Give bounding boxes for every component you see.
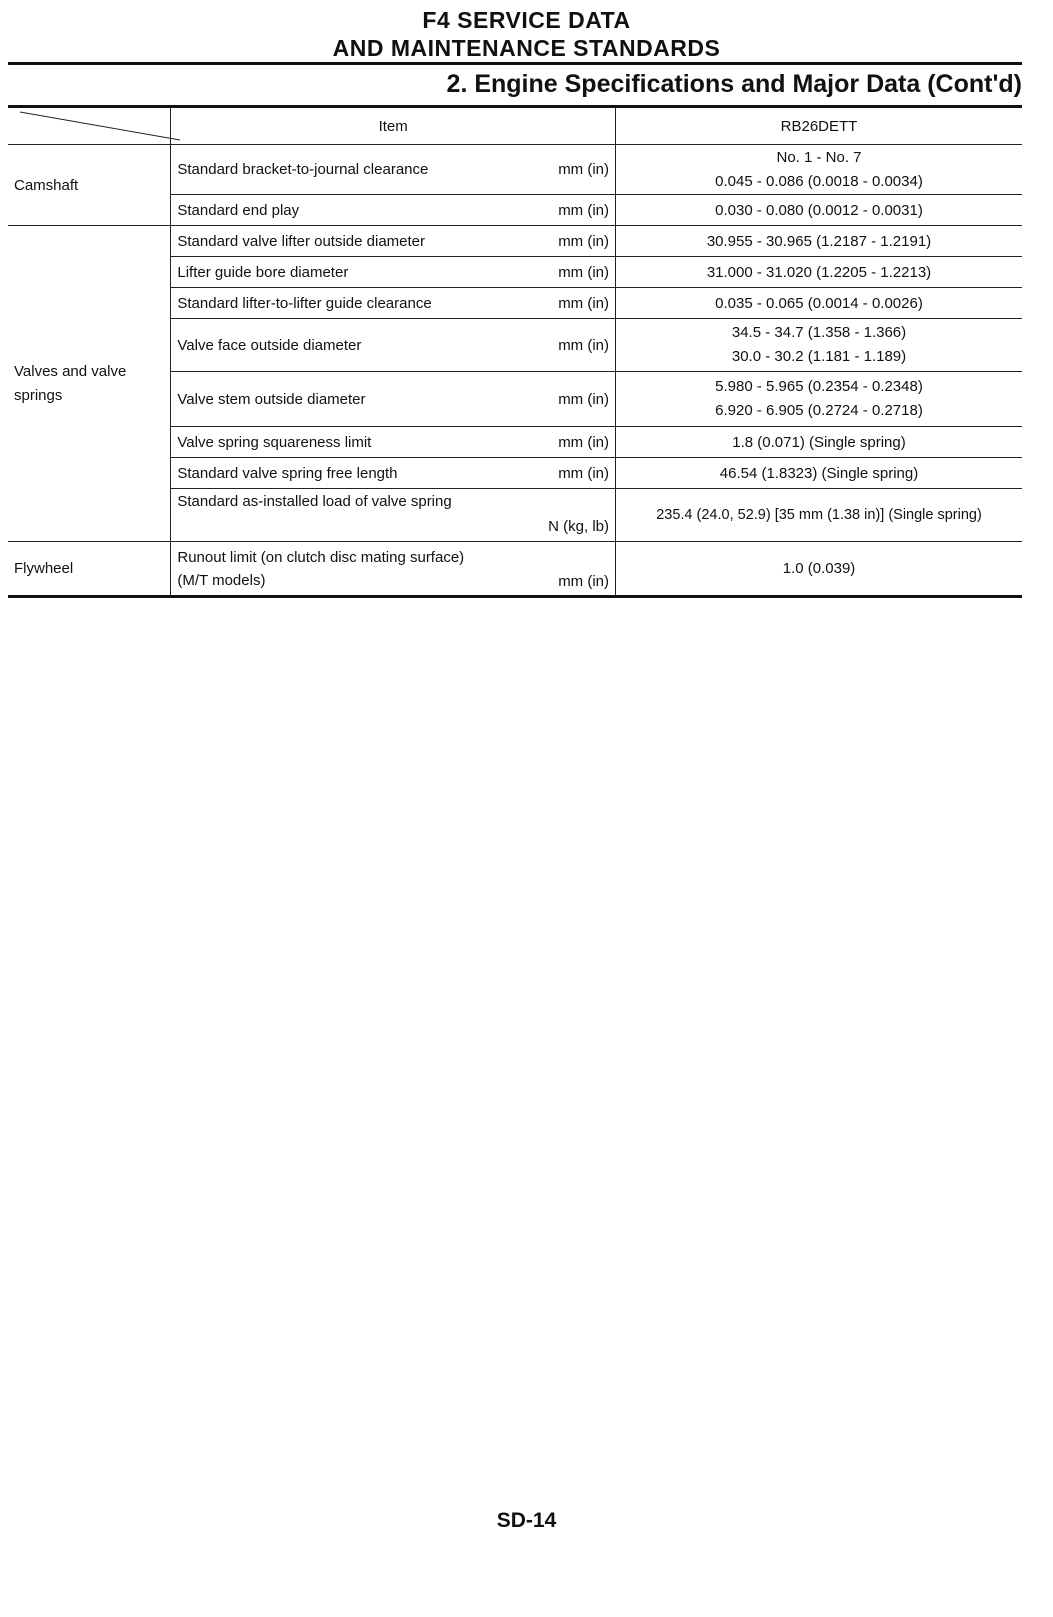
item-column-header: Item	[171, 107, 616, 145]
diagonal-divider	[8, 108, 183, 144]
table-header-row	[8, 107, 1022, 145]
unit-cell: mm (in)	[542, 372, 615, 427]
unit-cell: mm (in)	[542, 427, 615, 458]
unit-cell: mm (in)	[542, 257, 615, 288]
unit-cell: mm (in)	[542, 319, 615, 372]
item-cell: Standard valve lifter outside diameter	[171, 226, 542, 257]
value-cell	[616, 145, 1022, 195]
value-line: No. 1 - No. 7	[776, 148, 862, 166]
item-cell: Valve stem outside diameter	[171, 372, 542, 427]
unit-cell: mm (in)	[542, 195, 615, 226]
value-cell: 30.955 - 30.965 (1.2187 - 1.2191)	[616, 226, 1022, 257]
unit-cell: mm (in)	[542, 145, 615, 195]
value-cell: 1.0 (0.039)	[616, 542, 1022, 597]
unit-cell: mm (in)	[542, 288, 615, 319]
value-line: 0.045 - 0.086 (0.0018 - 0.0034)	[715, 172, 923, 190]
value-cell: 46.54 (1.8323) (Single spring)	[616, 458, 1022, 489]
value-line: 30.0 - 30.2 (1.181 - 1.189)	[731, 348, 907, 365]
value-cell	[616, 319, 1022, 372]
page-number: SD-14	[496, 1509, 557, 1532]
unit-cell: mm (in)	[542, 226, 615, 257]
table-row	[8, 542, 1022, 597]
page-title-line2: AND MAINTENANCE STANDARDS	[332, 35, 721, 61]
value-cell: 0.030 - 0.080 (0.0012 - 0.0031)	[616, 195, 1022, 226]
item-cell: Valve spring squareness limit	[171, 427, 542, 458]
group-camshaft: Camshaft	[8, 145, 171, 226]
value-cell: 235.4 (24.0, 52.9) [35 mm (1.38 in)] (Single spring)	[616, 489, 1022, 542]
value-cell: 0.035 - 0.065 (0.0014 - 0.0026)	[616, 288, 1022, 319]
engine-spec-table	[8, 105, 1022, 598]
item-cell	[171, 542, 542, 597]
item-line: Runout limit (on clutch disc mating surface)	[177, 548, 465, 566]
item-cell: Valve face outside diameter	[171, 319, 542, 372]
unit-cell: mm (in)	[542, 458, 615, 489]
value-column-header: RB26DETT	[616, 107, 1022, 145]
item-cell: Lifter guide bore diameter	[171, 257, 542, 288]
value-line: 34.5 - 34.7 (1.358 - 1.366)	[731, 324, 907, 341]
table-row	[8, 226, 1022, 257]
value-cell: 31.000 - 31.020 (1.2205 - 1.2213)	[616, 257, 1022, 288]
value-line: 5.980 - 5.965 (0.2354 - 0.2348)	[715, 378, 923, 395]
header-rule	[8, 62, 1022, 65]
value-cell: 1.8 (0.071) (Single spring)	[616, 427, 1022, 458]
value-line: 6.920 - 6.905 (0.2724 - 0.2718)	[715, 402, 923, 419]
value-cell	[616, 372, 1022, 427]
page-title-line1: F4 SERVICE DATA	[422, 7, 631, 33]
unit-cell: N (kg, lb)	[542, 489, 615, 542]
item-cell: Standard end play	[171, 195, 542, 226]
header-corner-cell	[8, 107, 171, 145]
item-cell: Standard lifter-to-lifter guide clearance	[171, 288, 542, 319]
item-cell: Standard valve spring free length	[171, 458, 542, 489]
item-cell: Standard bracket-to-journal clearance	[171, 145, 542, 195]
unit-cell: mm (in)	[542, 542, 615, 597]
item-line: (M/T models)	[177, 571, 266, 589]
group-flywheel: Flywheel	[8, 542, 171, 597]
table-row	[8, 145, 1022, 195]
section-subtitle: 2. Engine Specifications and Major Data (Cont'd)	[446, 70, 1022, 98]
item-cell: Standard as-installed load of valve spring	[171, 489, 542, 542]
group-valves: Valves and valve springs	[8, 226, 171, 542]
